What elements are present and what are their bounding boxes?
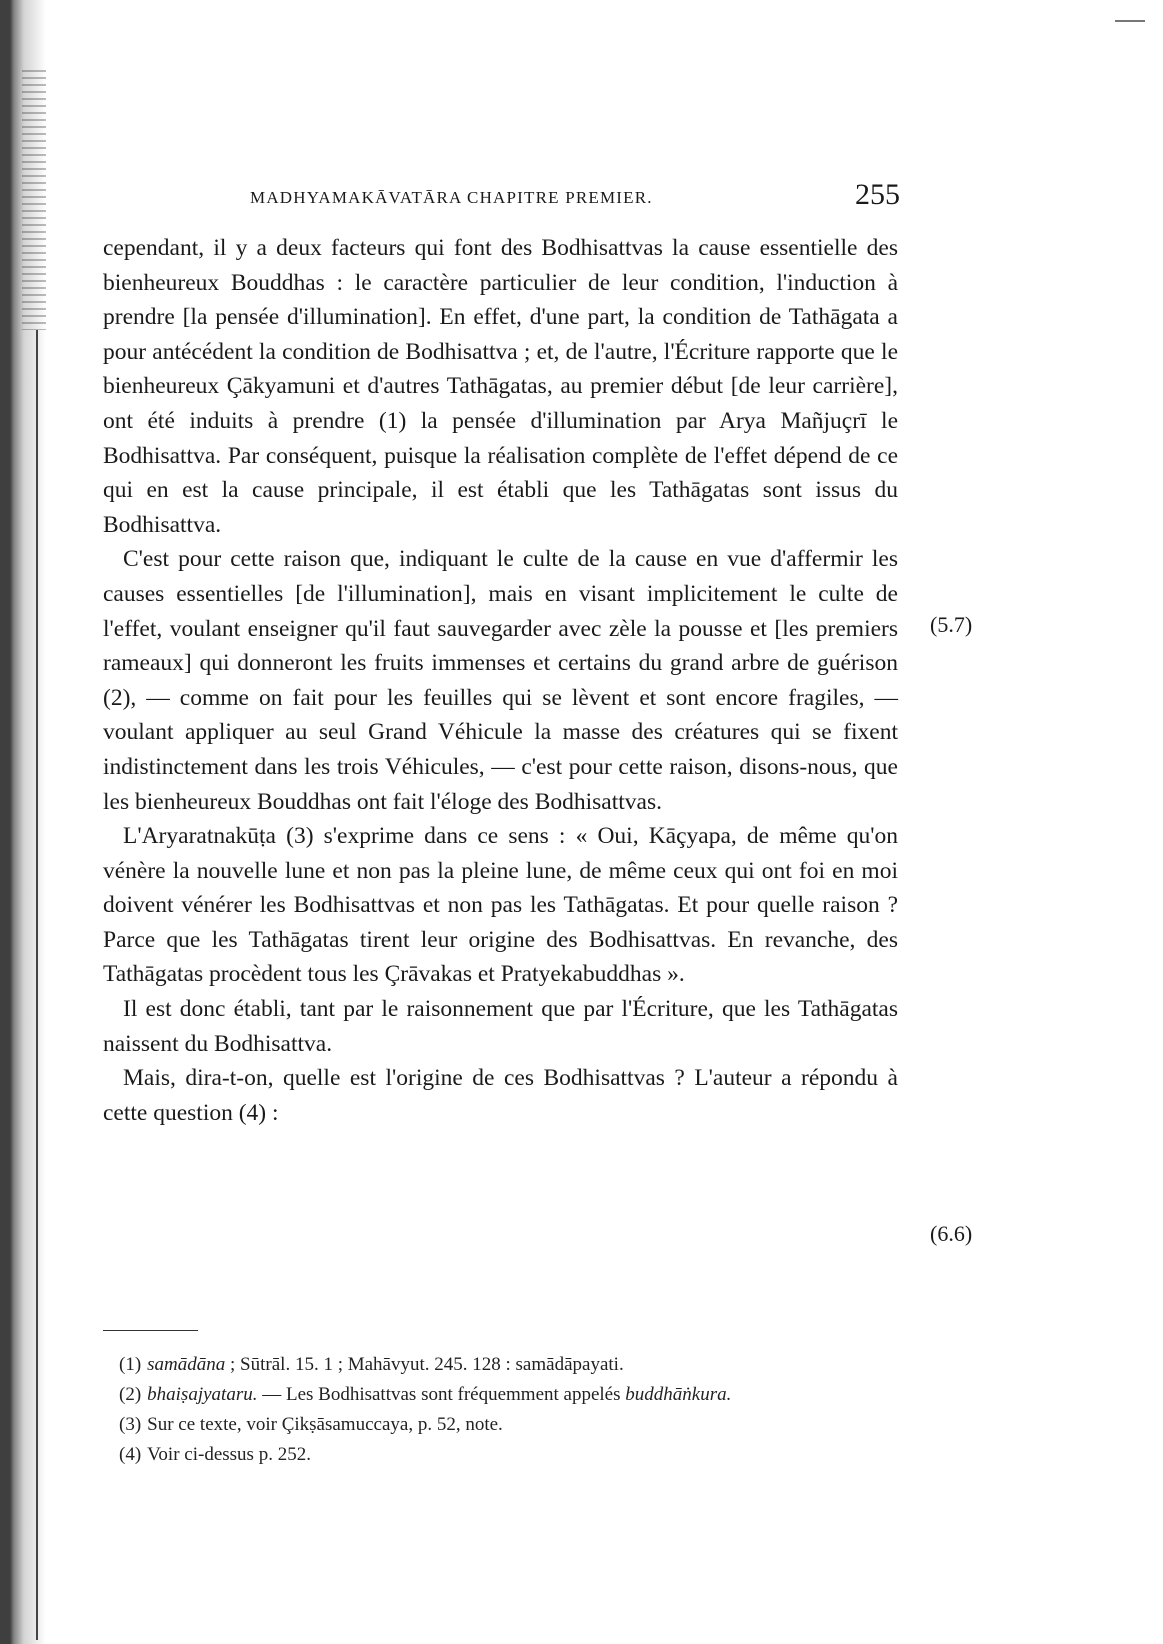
marginal-reference: (5.7) — [930, 612, 973, 637]
footnote: (4) Voir ci-dessus p. 252. — [119, 1444, 311, 1465]
paragraph: cependant, il y a deux facteurs qui font des Bodhisattvas la cause essentielle des bienheureux Bouddhas : le caractère particulier de leur condition, l'induction à prendre [la pensée d'illumination]. En effet, d'une part, la condition de Tathāgata a pour antécédent la condition de Bodhisattva ; et, de l'autre, l'Écriture rapporte que le bienheureux Çākyamuni et d'autres Tathāgatas, au premier début [de leur carrière], ont été induits à prendre (1) la pensée d'illumination par Arya Mañjuçrī le Bodhisattva. Par conséquent, puisque la réalisation complète de l'effet dépend de ce qui en est la cause principale, il est établi que les Tathāgatas sont issus du Bodhisattva. — [103, 235, 898, 538]
page-header — [250, 178, 900, 218]
footnotes — [103, 1350, 898, 1470]
paragraph: Il est donc établi, tant par le raisonnement que par l'Écriture, que les Tathāgatas naissent du Bodhisattva. — [103, 996, 898, 1057]
page-number: 255 — [855, 178, 900, 211]
footnote: (1) samādāna ; Sūtrāl. 15. 1 ; Mahāvyut. 245. 128 : samādāpayati. — [119, 1354, 624, 1375]
footnote: (3) Sur ce texte, voir Çikṣāsamuccaya, p. 52, note. — [119, 1414, 503, 1435]
paragraph: L'Aryaratnakūṭa (3) s'exprime dans ce sens : « Oui, Kāçyapa, de même qu'on vénère la nouvelle lune et non pas la pleine lune, de même ceux qui ont foi en moi doivent vénérer les Bodhisattvas et non pas les Tathāgatas. Et pour quelle raison ? Parce que les Tathāgatas tirent leur origine des Bodhisattvas. En revanche, des Tathāgatas procèdent tous les Çrāvakas et Pratyekabuddhas ». — [103, 823, 898, 988]
corner-mark — [1115, 20, 1145, 22]
page-edge-line — [36, 330, 38, 1640]
paragraph: C'est pour cette raison que, indiquant le culte de la cause en vue d'affermir les causes essentielles [de l'illumination], mais en visant implicitement le culte de l'effet, voulant enseigner qu'il faut sauvegarder avec zèle la pousse et [les premiers rameaux] qui donneront les fruits immenses et certains du grand arbre de guérison (2), — comme on fait pour les feuilles qui se lèvent et sont encore fragiles, — voulant appliquer au seul Grand Véhicule la masse des créatures qui se fixent indistinctement dans les trois Véhicules, — c'est pour cette raison, disons-nous, que les bienheureux Bouddhas ont fait l'éloge des Bodhisattvas. — [103, 546, 898, 815]
footnote: (2) bhaiṣajyataru. — Les Bodhisattvas sont fréquemment appelés buddhāṅkura. — [119, 1384, 732, 1405]
binding-speckle — [22, 70, 46, 330]
marginal-reference: (6.6) — [930, 1221, 973, 1246]
footnote-rule — [103, 1330, 198, 1331]
paragraph: Mais, dira-t-on, quelle est l'origine de ces Bodhisattvas ? L'auteur a répondu à cette question (4) : — [103, 1065, 898, 1126]
body-text — [103, 231, 898, 1130]
running-head: MADHYAMAKĀVATĀRA CHAPITRE PREMIER. — [250, 188, 653, 207]
